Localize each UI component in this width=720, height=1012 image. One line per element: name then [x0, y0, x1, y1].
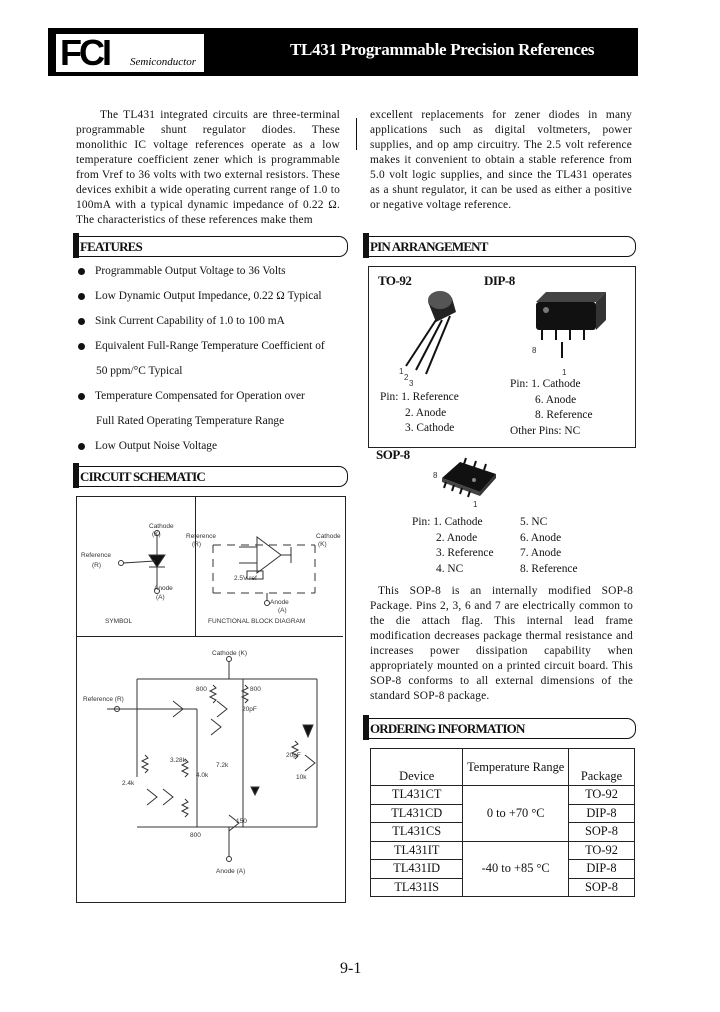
block-reference-label: Reference	[186, 533, 216, 540]
symbol-cathode-label: Cathode	[149, 523, 174, 530]
dip8-pin-1: Pin: 1. Cathode	[510, 378, 581, 390]
col-device: Device	[371, 749, 463, 786]
sop8-pin-1: Pin: 1. Cathode	[412, 516, 483, 528]
pin-arrangement-heading: PIN ARRANGEMENT	[370, 239, 488, 254]
to92-pin-3: 3. Cathode	[405, 422, 455, 434]
symbol-reference-r: (R)	[92, 562, 102, 569]
package-drawings	[370, 280, 634, 380]
resistor-value: 800	[250, 686, 261, 693]
col-package: Package	[568, 749, 634, 786]
dip8-package-icon	[536, 292, 606, 358]
block-anode-label: Anode	[270, 599, 289, 606]
bullet-icon	[78, 343, 85, 350]
device-cell: TL431CT	[371, 786, 463, 805]
capacitor-value: 20pF	[242, 706, 257, 713]
feature-item: Sink Current Capability of 1.0 to 100 mA	[78, 315, 285, 327]
block-reference-r: (R)	[192, 541, 202, 548]
device-cell: TL431CS	[371, 823, 463, 842]
device-cell: TL431IT	[371, 841, 463, 860]
table-header-row	[371, 749, 635, 786]
pin-arrangement-header	[366, 236, 636, 257]
bullet-icon	[78, 443, 85, 450]
page-number: 9-1	[340, 960, 362, 977]
to92-label: TO-92	[378, 273, 412, 288]
bullet-icon	[78, 268, 85, 275]
symbol-anode-a: (A)	[156, 594, 165, 601]
sop8-pin-3: 3. Reference	[436, 547, 494, 559]
resistor-value: 7.2k	[216, 762, 229, 769]
bullet-icon	[78, 293, 85, 300]
circuit-schematic-header	[76, 466, 348, 487]
resistor-value: 800	[196, 686, 207, 693]
document-title: TL431 Programmable Precision References	[290, 40, 595, 59]
to92-package-icon	[406, 291, 456, 374]
resistor-value: 800	[190, 832, 201, 839]
table-row	[371, 841, 635, 860]
to92-pin-2: 2	[404, 373, 409, 382]
feature-item-continued: Full Rated Operating Temperature Range	[96, 415, 285, 427]
to92-pin-2: 2. Anode	[405, 406, 447, 419]
sop8-pin-5: 5. NC	[520, 516, 548, 528]
block-cathode-k: (K)	[318, 541, 327, 548]
block-diagram-caption: FUNCTIONAL BLOCK DIAGRAM	[208, 618, 306, 625]
dip8-pin8-mark: 8	[532, 346, 537, 355]
sop8-pin-list-right	[520, 515, 578, 577]
bullet-icon	[78, 393, 85, 400]
package-cell: SOP-8	[568, 823, 634, 842]
block-vref-label: 2.5V ref	[234, 575, 257, 582]
package-cell: DIP-8	[568, 804, 634, 823]
schematic-cathode-label: Cathode (K)	[212, 650, 248, 657]
dip8-pin-8: 8. Reference	[535, 409, 593, 421]
resistor-value: 2.4k	[122, 780, 135, 787]
sop8-pin-7: 7. Anode	[520, 547, 562, 559]
feature-item: Temperature Compensated for Operation over	[78, 390, 305, 402]
resistor-value: 4.0k	[196, 772, 209, 779]
ordering-information-header	[366, 718, 636, 739]
bullet-icon	[78, 318, 85, 325]
dip8-pin1-mark: 1	[562, 368, 567, 377]
circuit-schematic-heading: CIRCUIT SCHEMATIC	[80, 469, 205, 484]
schematic-anode-label: Anode (A)	[216, 868, 246, 875]
sop8-pin1-mark: 1	[473, 500, 478, 509]
feature-item: Programmable Output Voltage to 36 Volts	[78, 265, 286, 277]
intro-right-column: excellent replacements for zener diodes in many applications such as digital voltmeters, power supplies, and op amp circuitry. The 2.5 volt reference makes it convenient to obtain a stable reference from 5.0 volt logic supplies, and since the TL431 operates as a shunt regulator, it can be used as either a positive or negative voltage reference.	[370, 109, 632, 211]
sop8-pin-6: 6. Anode	[520, 531, 562, 544]
sop8-pin-4: 4. NC	[436, 562, 464, 575]
sop8-label: SOP-8	[376, 447, 410, 462]
device-cell: TL431ID	[371, 860, 463, 879]
device-cell: TL431CD	[371, 804, 463, 823]
features-header	[76, 236, 348, 257]
feature-item: Low Dynamic Output Impedance, 0.22 Ω Typical	[78, 290, 322, 302]
resistor-value: 3.28k	[170, 757, 186, 764]
features-heading: FEATURES	[80, 239, 142, 254]
block-anode-a: (A)	[278, 607, 287, 614]
dip8-pin-list	[510, 377, 593, 439]
to92-pin-list	[380, 390, 459, 437]
package-cell: TO-92	[568, 786, 634, 805]
dip8-other-pins: Other Pins: NC	[510, 424, 581, 437]
logo-mark: FCI	[60, 32, 109, 73]
dip8-label: DIP-8	[484, 273, 515, 288]
sop8-package-icon	[430, 452, 510, 502]
feature-item: Low Output Noise Voltage	[78, 440, 217, 452]
device-cell: TL431IS	[371, 878, 463, 897]
package-cell: TO-92	[568, 841, 634, 860]
schematic-reference-label: Reference (R)	[83, 696, 124, 703]
col-temperature-range: Temperature Range	[463, 749, 569, 786]
intro-left-column: The TL431 integrated circuits are three-terminal programmable shunt regulator diodes. These monolithic IC voltage references operate as a low temperature coefficient zener which is programmable from Vref to 36 volts with two external resistors. These devices exhibit a wide operating current range of 1.0 to 100mA with a typical dynamic impedance of 0.22 Ω. The characteristics of these references make them	[76, 109, 340, 226]
package-cell: DIP-8	[568, 860, 634, 879]
ordering-information-heading: ORDERING INFORMATION	[370, 721, 525, 736]
to92-pin-1: 1	[399, 367, 404, 376]
sop8-pin-8: 8. Reference	[520, 562, 578, 575]
resistor-value: 150	[236, 818, 247, 825]
package-cell: SOP-8	[568, 878, 634, 897]
feature-item-continued: 50 ppm/°C Typical	[96, 365, 183, 377]
sop8-pin-list-left	[412, 515, 494, 577]
logo-subtitle: Semiconductor	[130, 56, 196, 68]
symbol-anode-label: Anode	[154, 585, 173, 592]
block-cathode-label: Cathode	[316, 533, 341, 540]
symbol-caption: SYMBOL	[105, 618, 133, 625]
to92-pin-1: Pin: 1. Reference	[380, 391, 459, 403]
symbol-cathode-k: (K)	[152, 531, 161, 538]
ordering-table	[370, 748, 635, 897]
column-rule	[356, 118, 357, 150]
feature-item: Equivalent Full-Range Temperature Coefficient of	[78, 340, 325, 352]
capacitor-value: 20pF	[286, 752, 301, 759]
symbol-reference-label: Reference	[81, 552, 111, 559]
sop8-pin-2: 2. Anode	[436, 531, 478, 544]
dip8-pin-6: 6. Anode	[535, 393, 577, 406]
to92-pin-3: 3	[409, 379, 414, 388]
range-cell: -40 to +85 °C	[463, 841, 569, 897]
sop8-note: This SOP-8 is an internally modified SOP-8 Package. Pins 2, 3, 6 and 7 are electrically common to the die attach flag. This internal lead frame modification decreases package thermal resistance and increases power dissipation capability when appropriately mounted on a printed circuit board. This SOP-8 conforms to all external dimensions of the standard SOP-8 package.	[370, 585, 633, 702]
range-cell: 0 to +70 °C	[463, 786, 569, 842]
table-row	[371, 786, 635, 805]
resistor-value: 10k	[296, 774, 307, 781]
sop8-pin8-mark: 8	[433, 471, 438, 480]
